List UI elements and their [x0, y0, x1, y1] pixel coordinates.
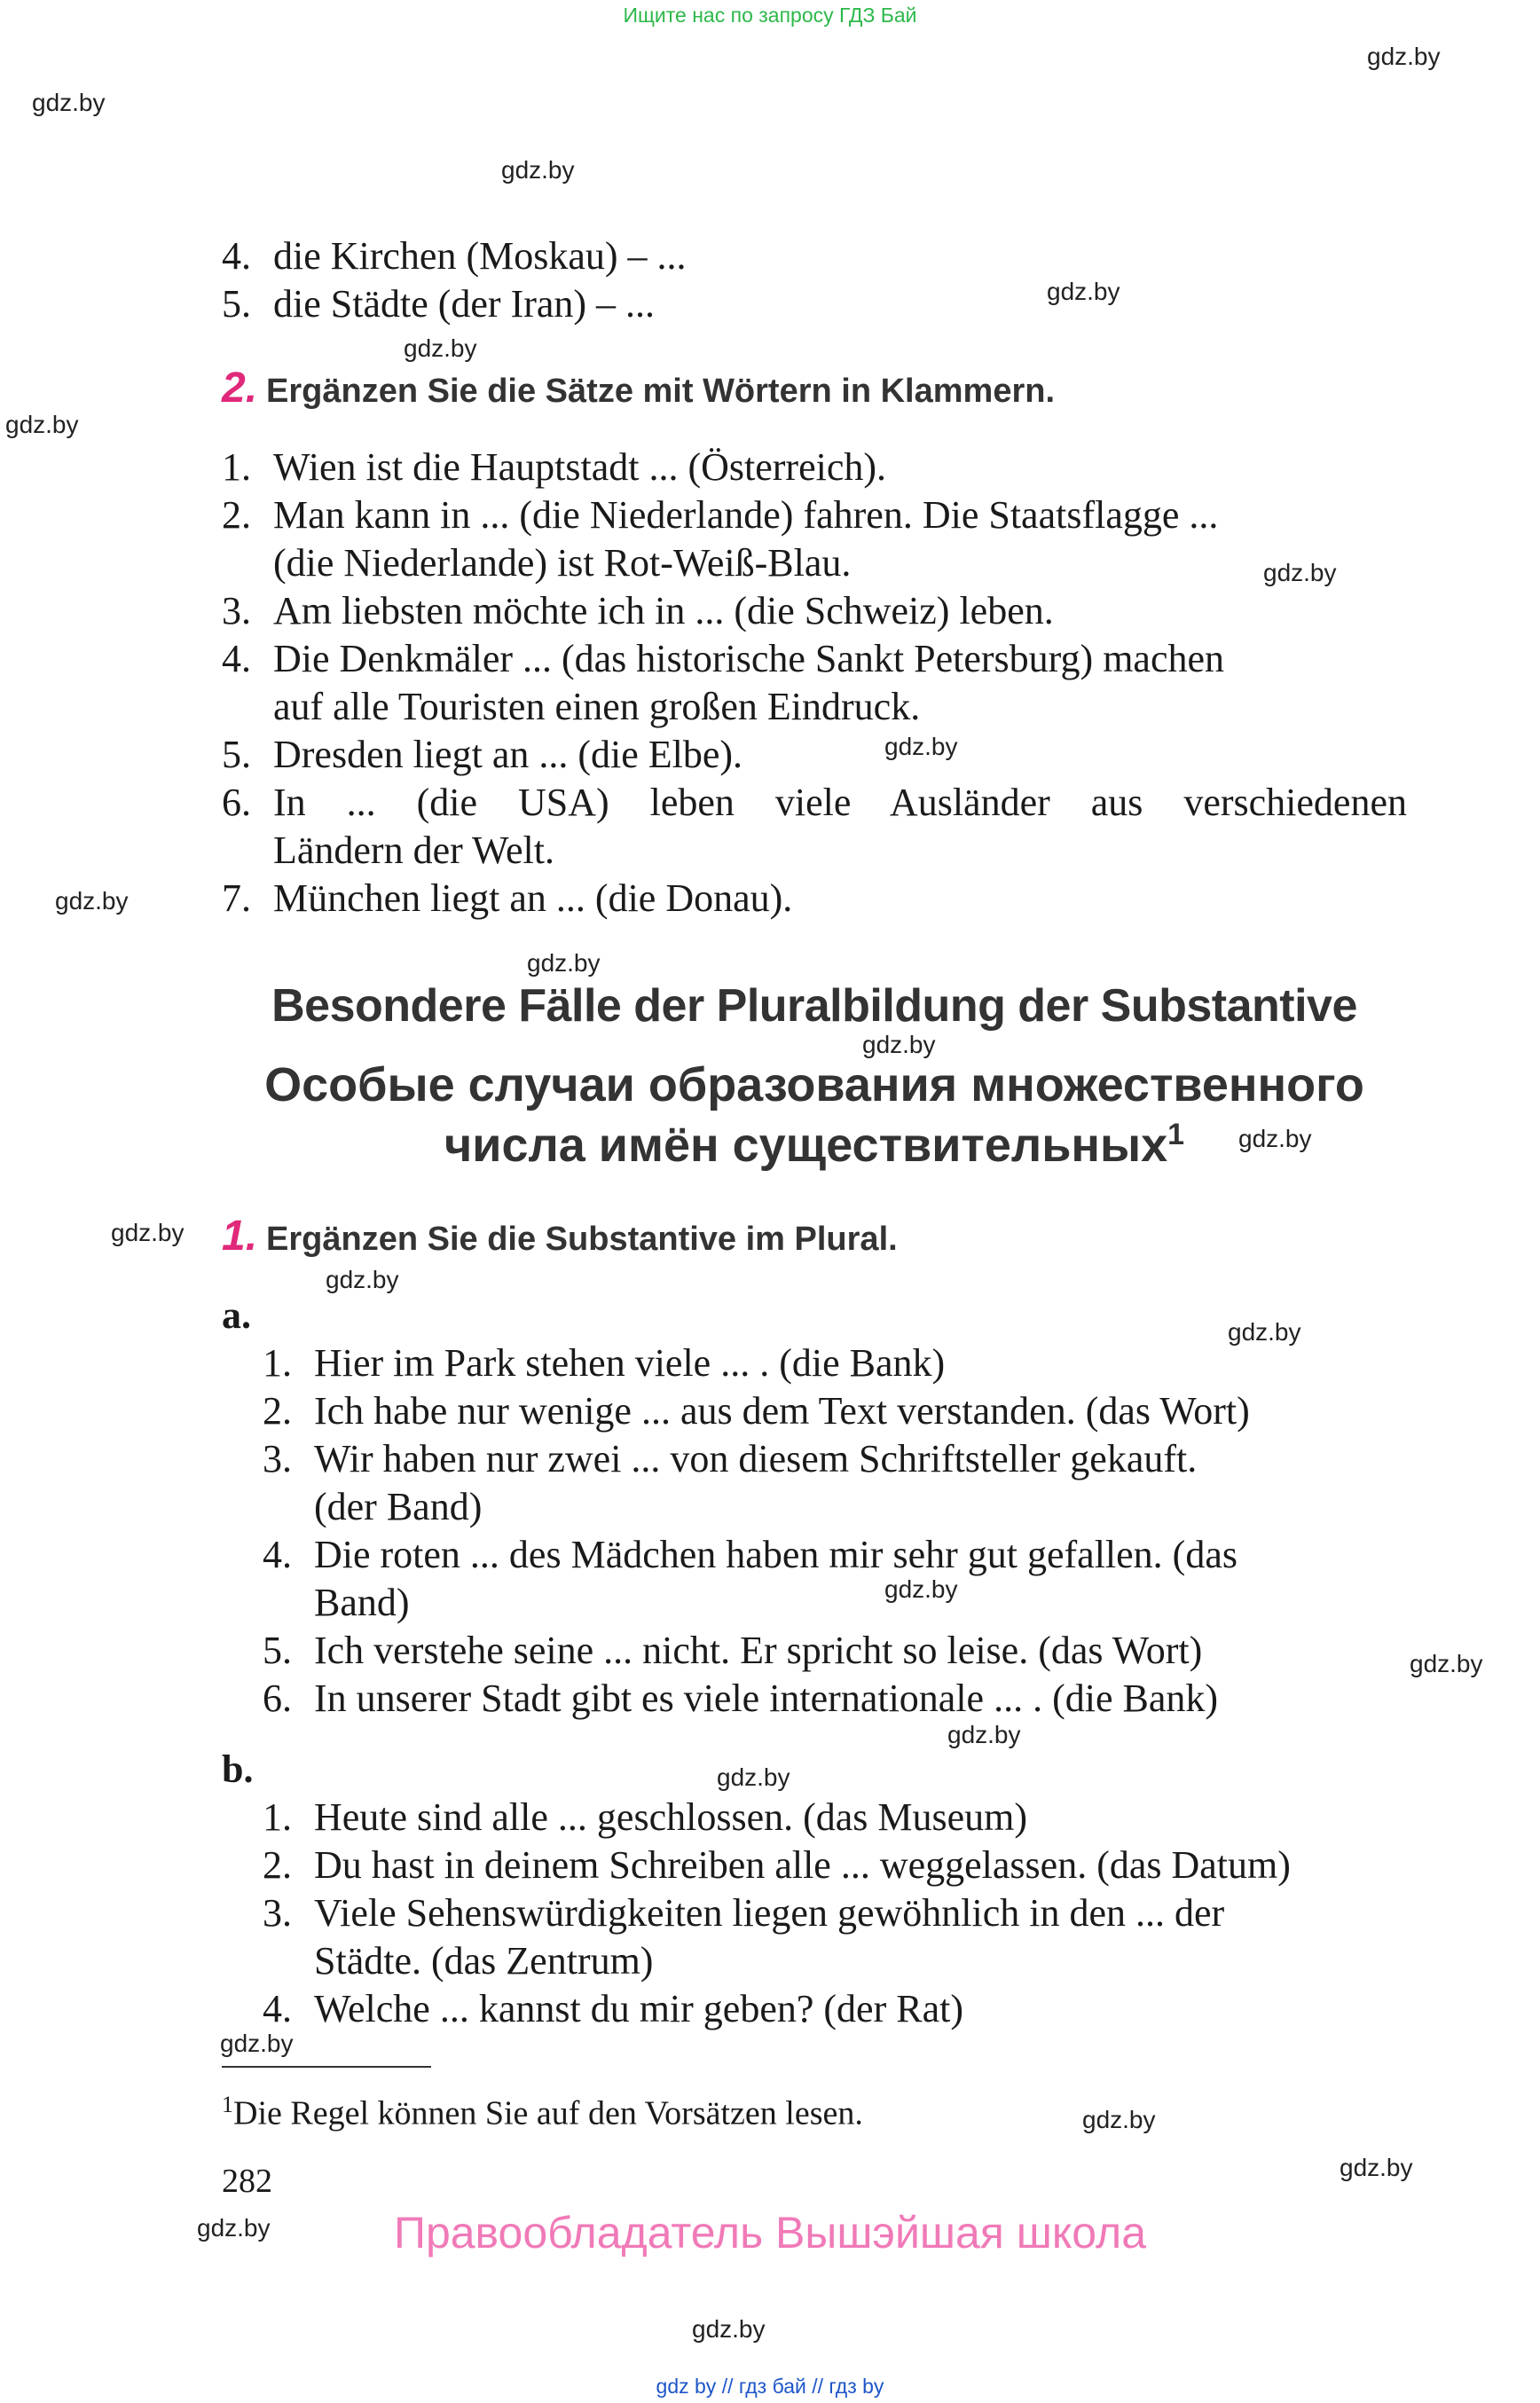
list-item: 7. München liegt an ... (die Donau).: [222, 876, 793, 920]
list-item: 3. Am liebsten möchte ich in ... (die Schweiz) leben.: [222, 589, 1054, 632]
watermark: gdz.by: [197, 2214, 271, 2242]
list-item: 6. In unserer Stadt gibt es viele internationale ... . (die Bank): [263, 1677, 1219, 1720]
watermark: gdz.by: [947, 1721, 1021, 1748]
watermark: gdz.by: [404, 334, 477, 362]
watermark: gdz.by: [111, 1219, 185, 1246]
footer-links[interactable]: gdz by // гдз бай // гдз by: [656, 2375, 884, 2398]
list-item-continuation: Städte. (das Zentrum): [314, 1939, 654, 1983]
watermark: gdz.by: [1410, 1650, 1483, 1677]
watermark: gdz.by: [5, 411, 79, 438]
list-item: 5. Ich verstehe seine ... nicht. Er spricht so leise. (das Wort): [263, 1629, 1203, 1672]
list-item-continuation: auf alle Touristen einen großen Eindruck.: [273, 685, 921, 728]
watermark: gdz.by: [1263, 559, 1337, 586]
watermark: gdz.by: [717, 1763, 790, 1791]
watermark: gdz.by: [862, 1031, 936, 1058]
list-item: 3. Viele Sehenswürdigkeiten liegen gewöhnlich in den ... der: [263, 1891, 1225, 1935]
watermark: gdz.by: [1228, 1318, 1301, 1346]
watermark: gdz.by: [501, 156, 575, 184]
watermark: gdz.by: [1340, 2154, 1413, 2181]
watermark: gdz.by: [527, 949, 601, 977]
top-banner[interactable]: Ищите нас по запросу ГДЗ Бай: [623, 4, 917, 27]
section-title-de: Besondere Fälle der Pluralbildung der Substantive: [271, 980, 1357, 1032]
watermark: gdz.by: [1082, 2106, 1156, 2133]
list-item: 6. In ... (die USA) leben viele Ausländer aus verschiedenen: [222, 781, 1407, 824]
watermark: gdz.by: [884, 1575, 958, 1603]
list-item: 4. Welche ... kannst du mir geben? (der Rat): [263, 1987, 963, 2030]
list-item-continuation: Band): [314, 1581, 410, 1624]
list-item: 4. Die roten ... des Mädchen haben mir sehr gut gefallen. (das: [263, 1533, 1238, 1576]
watermark: gdz.by: [884, 733, 958, 760]
list-item: 4. Die Denkmäler ... (das historische Sankt Petersburg) machen: [222, 637, 1225, 680]
watermark: gdz.by: [692, 2315, 766, 2343]
watermark: gdz.by: [1238, 1125, 1312, 1152]
list-item: 2. Ich habe nur wenige ... aus dem Text verstanden. (das Wort): [263, 1389, 1250, 1433]
list-item: 2. Man kann in ... (die Niederlande) fahren. Die Staatsflagge ...: [222, 493, 1219, 537]
copyright-owner: Правообладатель Вышэйшая школа: [394, 2208, 1146, 2258]
list-item-continuation: Ländern der Welt.: [273, 828, 554, 872]
page-number: 282: [222, 2163, 272, 2200]
watermark: gdz.by: [55, 887, 129, 915]
list-item: 1. Wien ist die Hauptstadt ... (Österreich).: [222, 445, 887, 489]
list-item-continuation: (der Band): [314, 1485, 483, 1528]
section-title-ru-line1: Особые случаи образования множественного: [264, 1058, 1364, 1111]
task-1-title: 1. Ergänzen Sie die Substantive im Plural.: [222, 1213, 898, 1260]
list-item: 4. die Kirchen (Moskau) – ...: [222, 234, 687, 278]
part-b-label: b.: [222, 1747, 254, 1791]
list-item: 5. die Städte (der Iran) – ...: [222, 282, 656, 326]
list-item: 2. Du hast in deinem Schreiben alle ... weggelassen. (das Datum): [263, 1843, 1291, 1887]
section-title-ru-line2: числа имён существительных$^1$: [444, 1118, 1185, 1172]
list-item: 3. Wir haben nur zwei ... von diesem Schriftsteller gekauft.: [263, 1437, 1198, 1480]
watermark: gdz.by: [1367, 43, 1441, 70]
list-item: 1. Heute sind alle ... geschlossen. (das Museum): [263, 1795, 1028, 1839]
list-item: 1. Hier im Park stehen viele ... . (die Bank): [263, 1341, 946, 1385]
watermark: gdz.by: [32, 89, 106, 116]
footnote: $^1$Die Regel können Sie auf den Vorsätzen lesen.: [222, 2092, 863, 2132]
part-a-label: a.: [222, 1293, 251, 1337]
watermark: gdz.by: [326, 1266, 399, 1293]
footnote-mark: 1: [1167, 1118, 1185, 1151]
footnote-divider: [222, 2066, 431, 2068]
task-2-title: 2. Ergänzen Sie die Sätze mit Wörtern in Klammern.: [222, 365, 1056, 412]
watermark: gdz.by: [1047, 278, 1120, 305]
watermark: gdz.by: [220, 2030, 294, 2057]
list-item: 5. Dresden liegt an ... (die Elbe).: [222, 733, 743, 776]
list-item-continuation: (die Niederlande) ist Rot-Weiß-Blau.: [273, 541, 852, 585]
